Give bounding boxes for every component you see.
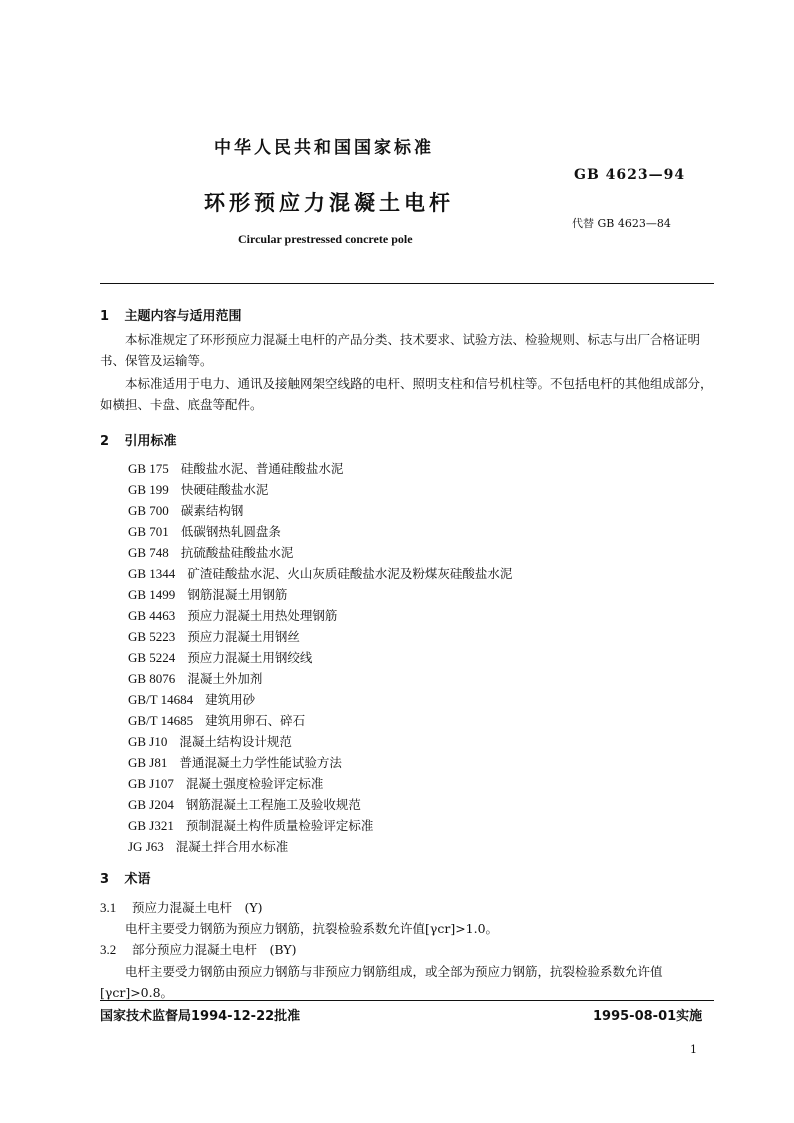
term-3-2-description-line-1: 电杆主要受力钢筋由预应力钢筋与非预应力钢筋组成，或全部为预应力钢筋，抗裂检验系数允许值 — [125, 964, 663, 979]
replaces-note: 代替 GB 4623—84 — [572, 217, 671, 230]
reference-item: GB 8076 混凝土外加剂 — [128, 671, 263, 686]
term-number: 3.2 — [100, 942, 117, 957]
standard-code: GB 4623—94 — [574, 167, 686, 183]
reference-item: GB 701 低碳钢热轧圆盘条 — [128, 524, 281, 539]
reference-item: GB 175 硅酸盐水泥、普通硅酸盐水泥 — [128, 461, 344, 476]
term-number: 3.1 — [100, 900, 117, 915]
reference-item: GB 5223 预应力混凝土用钢丝 — [128, 629, 300, 644]
reference-item: JG J63 混凝土拌合用水标准 — [128, 839, 289, 854]
reference-item: GB 748 抗硫酸盐硅酸盐水泥 — [128, 545, 294, 560]
section-3-number: 3 — [100, 872, 110, 887]
reference-item: GB J204 钢筋混凝土工程施工及验收规范 — [128, 797, 361, 812]
term-3-1 — [100, 898, 263, 916]
section-3-title: 术语 — [124, 872, 151, 887]
issuing-org: 中华人民共和国国家标准 — [214, 138, 434, 158]
reference-item: GB/T 14685 建筑用卵石、碎石 — [128, 713, 306, 728]
section-2-title: 引用标准 — [124, 434, 177, 449]
section-2-number: 2 — [100, 434, 110, 449]
reference-item: GB 199 快硬硅酸盐水泥 — [128, 482, 269, 497]
term-3-2 — [100, 940, 296, 958]
reference-item: GB 700 碳素结构钢 — [128, 503, 244, 518]
reference-item: GB J321 预制混凝土构件质量检验评定标准 — [128, 818, 374, 833]
term-3-2-description-line-2: [γcr]>0.8。 — [100, 985, 174, 1000]
term-name: 预应力混凝土电杆 (Y) — [132, 900, 263, 915]
reference-item: GB/T 14684 建筑用砂 — [128, 692, 256, 707]
reference-item: GB J10 混凝土结构设计规范 — [128, 734, 292, 749]
effective-date: 1995-08-01实施 — [593, 1009, 703, 1024]
section-2-heading — [100, 430, 177, 449]
footer-divider — [100, 1000, 714, 1001]
reference-item: GB J107 混凝土强度检验评定标准 — [128, 776, 324, 791]
reference-item: GB J81 普通混凝土力学性能试验方法 — [128, 755, 342, 770]
reference-item: GB 1344 矿渣硅酸盐水泥、火山灰质硅酸盐水泥及粉煤灰硅酸盐水泥 — [128, 566, 513, 581]
section-1-title: 主题内容与适用范围 — [124, 309, 242, 324]
section-1-number: 1 — [100, 309, 110, 324]
approval-line: 国家技术监督局1994-12-22批准 — [100, 1009, 301, 1024]
section-1-heading — [100, 305, 242, 324]
section-3-heading — [100, 868, 151, 887]
header-divider — [100, 283, 714, 284]
section-1-paragraph-1: 本标准规定了环形预应力混凝土电杆的产品分类、技术要求、试验方法、检验规则、标志与出厂合格证明书、保管及运输等。 — [100, 332, 701, 368]
reference-item: GB 4463 预应力混凝土用热处理钢筋 — [128, 608, 338, 623]
reference-item: GB 1499 钢筋混凝土用钢筋 — [128, 587, 288, 602]
reference-item: GB 5224 预应力混凝土用钢绞线 — [128, 650, 313, 665]
term-3-1-description: 电杆主要受力钢筋为预应力钢筋，抗裂检验系数允许值[γcr]>1.0。 — [125, 921, 499, 936]
section-1-paragraph-2: 本标准适用于电力、通讯及接触网架空线路的电杆、照明支柱和信号机柱等。不包括电杆的其他组成部分，如横担、卡盘、底盘等配件。 — [100, 376, 713, 412]
term-name: 部分预应力混凝土电杆 (BY) — [132, 942, 297, 957]
document-title: 环形预应力混凝土电杆 — [204, 191, 454, 215]
page-number: 1 — [690, 1043, 697, 1056]
english-title: Circular prestressed concrete pole — [238, 232, 413, 246]
